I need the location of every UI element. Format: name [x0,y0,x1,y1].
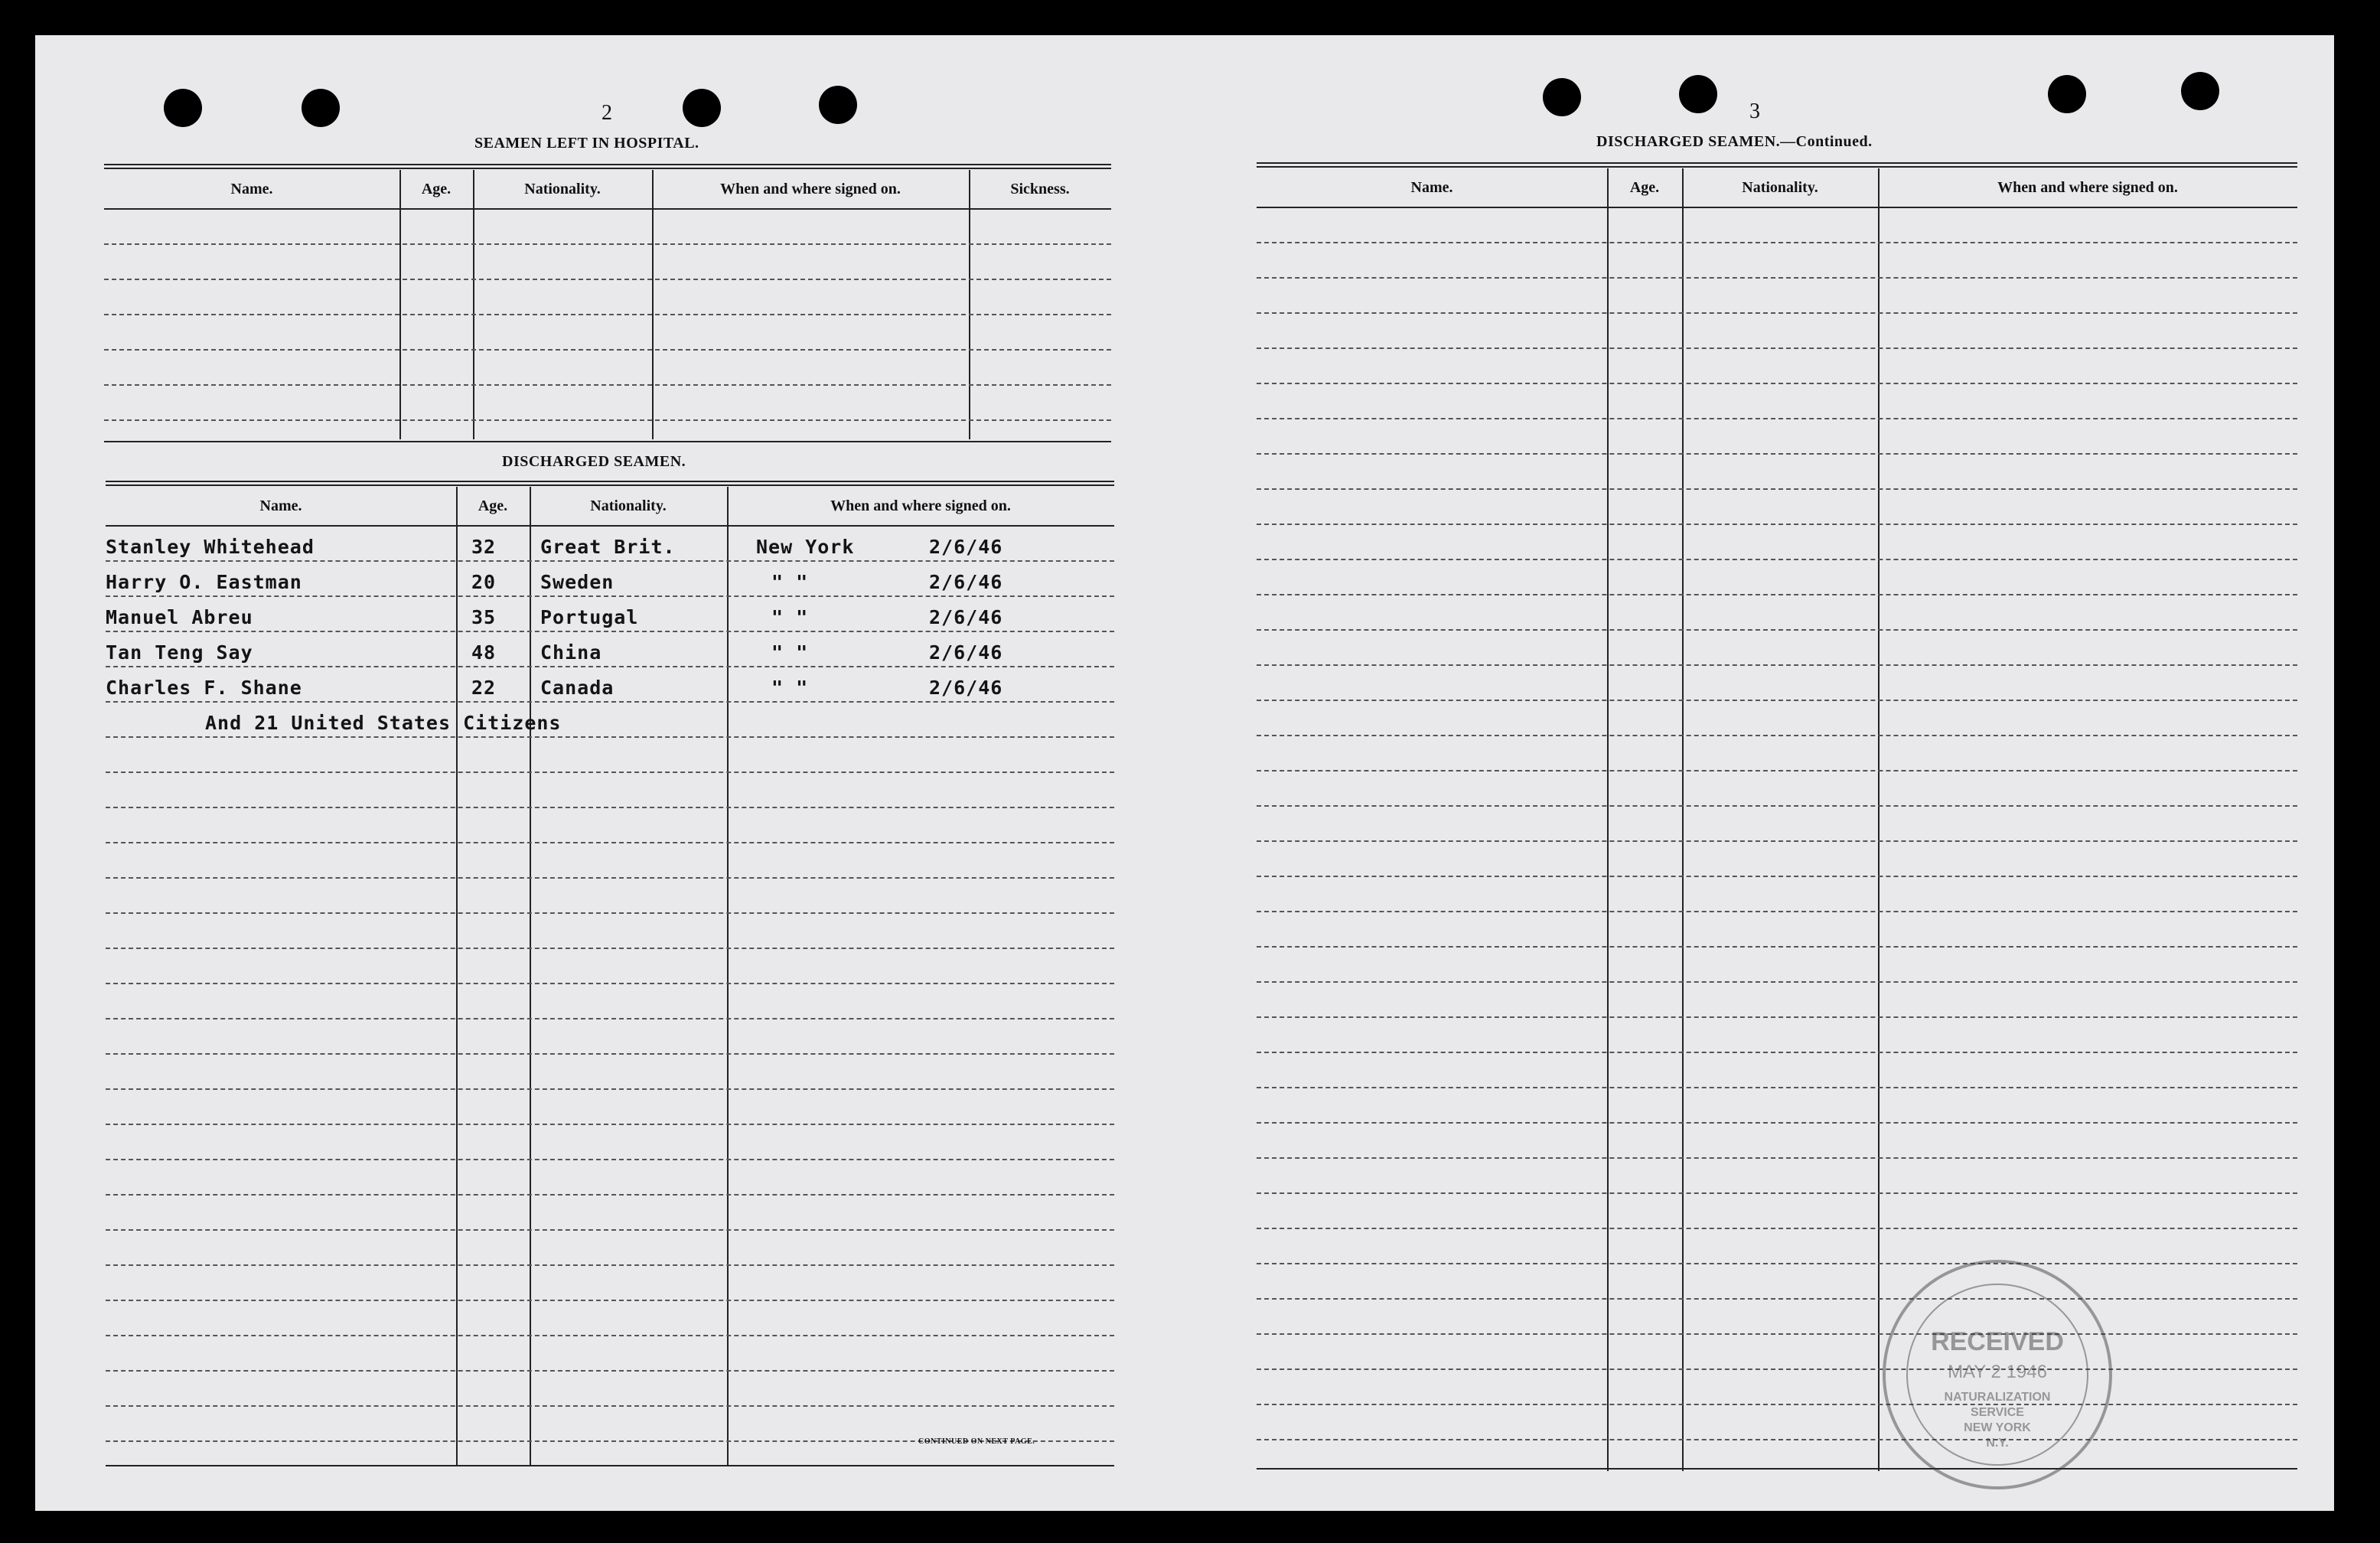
col-sickness: Sickness. [1010,181,1070,197]
seaman-name: Stanley Whitehead [106,536,315,558]
seaman-age: 35 [471,606,497,628]
punch-hole [302,89,340,127]
seaman-name: Tan Teng Say [106,641,253,664]
signed-on-place: " " [771,641,809,664]
col-name: Name. [230,181,273,197]
seaman-age: 22 [471,677,497,699]
seaman-nationality: Sweden [540,571,615,593]
seaman-age: 32 [471,536,497,558]
seaman-age: 20 [471,571,497,593]
page-number-right: 3 [1749,99,1760,123]
hospital-section-title: SEAMEN LEFT IN HOSPITAL. [474,135,699,152]
col-age: Age. [478,497,508,514]
signed-on-place: New York [756,536,855,558]
document-sheet [35,35,2334,1511]
col-when-where: When and where signed on. [720,181,901,197]
seaman-name: Harry O. Eastman [106,571,302,593]
seaman-nationality: Canada [540,677,615,699]
stamp-line: NEW YORK [1964,1421,2031,1434]
seaman-age: 48 [471,641,497,664]
col-nationality: Nationality. [524,181,601,197]
punch-hole [1679,75,1717,113]
punch-hole [683,89,721,127]
punch-hole [2181,72,2219,110]
seaman-name: Manuel Abreu [106,606,253,628]
hospital-table [104,164,1111,449]
stamp-received: RECEIVED [1931,1327,2064,1356]
col-when-where: When and where signed on. [1997,179,2178,196]
punch-hole [2048,75,2086,113]
col-age: Age. [1629,179,1660,196]
col-age: Age. [421,181,452,197]
discharged-continued-table [1257,162,2297,1474]
col-nationality: Nationality. [590,497,667,514]
signed-on-date: 2/6/46 [929,536,1003,558]
received-stamp [1875,1260,2120,1489]
continued-footer: CONTINUED ON NEXT PAGE. [918,1437,1035,1446]
punch-hole [819,86,857,124]
punch-hole [1543,78,1581,116]
citizens-note: And 21 United States Citizens [205,712,562,734]
stamp-line: N.Y. [1986,1437,2009,1450]
seaman-nationality: Great Brit. [540,536,676,558]
signed-on-place: " " [771,606,809,628]
discharged-section-title: DISCHARGED SEAMEN. [502,453,686,470]
signed-on-place: " " [771,677,809,699]
discharged-table [106,481,1114,1470]
seaman-nationality: China [540,641,602,664]
stamp-line: NATURALIZATION [1944,1391,2051,1404]
page-number-left: 2 [602,101,612,125]
col-nationality: Nationality. [1742,179,1818,196]
signed-on-place: " " [771,571,809,593]
col-name: Name. [1410,179,1453,196]
signed-on-date: 2/6/46 [929,606,1003,628]
signed-on-date: 2/6/46 [929,641,1003,664]
punch-hole [164,89,202,127]
stamp-date: MAY 2 1946 [1948,1362,2047,1382]
col-name: Name. [259,497,302,514]
discharged-continued-title: DISCHARGED SEAMEN.—Continued. [1596,133,1873,150]
col-when-where: When and where signed on. [830,497,1011,514]
signed-on-date: 2/6/46 [929,571,1003,593]
seaman-name: Charles F. Shane [106,677,302,699]
seaman-nationality: Portugal [540,606,639,628]
signed-on-date: 2/6/46 [929,677,1003,699]
stamp-line: SERVICE [1971,1406,2024,1419]
